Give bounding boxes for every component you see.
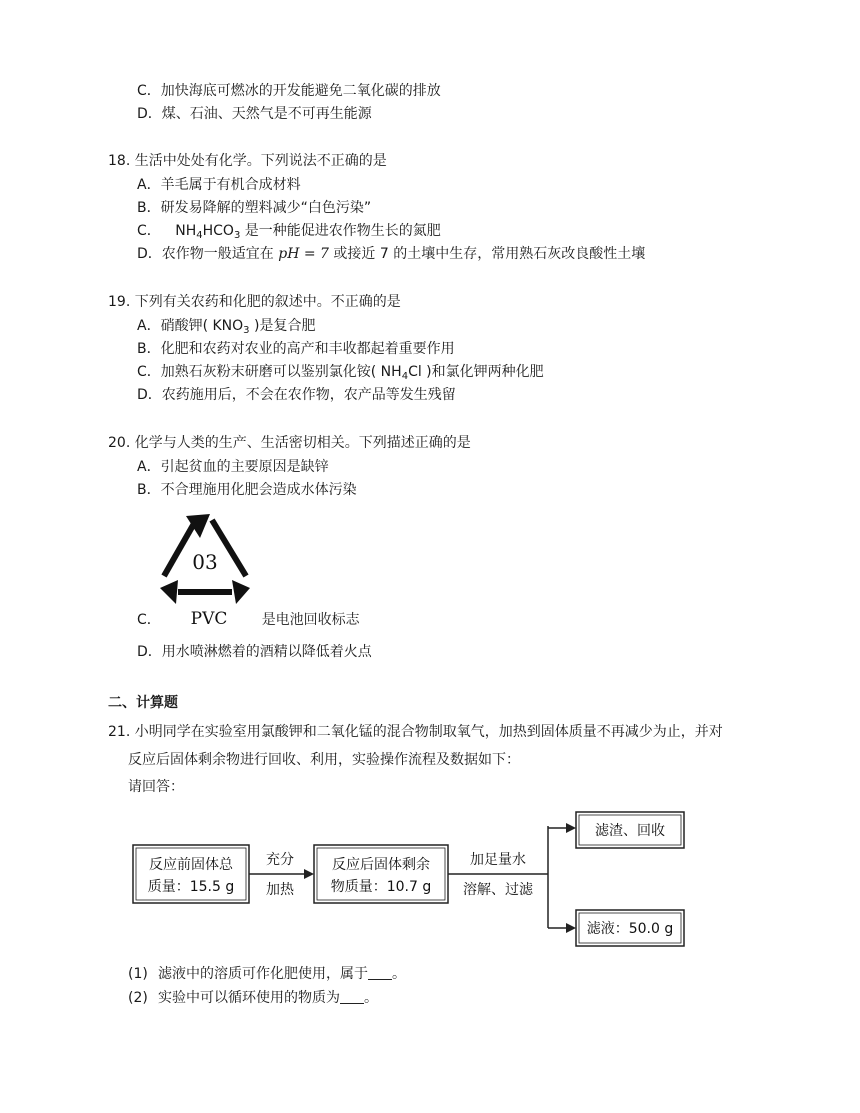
q19-option-b: B．化肥和农药对农业的高产和丰收都起着重要作用 — [137, 341, 455, 357]
q21-sub1-text: 滤液中的溶质可作化肥使用，属于 — [158, 966, 368, 982]
flow-box4-text: 滤液：50.0 g — [586, 921, 674, 937]
q19-option-a-text: A．硝酸钾( KNO — [137, 318, 244, 334]
q17-option-c: C．加快海底可燃冰的开发能避免二氧化碳的排放 — [137, 83, 441, 99]
q21-sub1-end: 。 — [392, 966, 406, 982]
q17-option-d: D．煤、石油、天然气是不可再生能源 — [137, 106, 372, 122]
formula-subscript: 3 — [243, 325, 250, 336]
q18-stem: 18. 生活中处处有化学。下列说法不正确的是 — [108, 153, 387, 169]
q18-option-d-text: D．农作物一般适宜在 — [137, 246, 279, 262]
q21-stem-line2: 反应后固体剩余物进行回收、利用，实验操作流程及数据如下： — [128, 752, 520, 768]
q18-option-d-text: 或接近 7 的土壤中生存，常用熟石灰改良酸性土壤 — [328, 246, 646, 262]
q20-option-c-label: C． — [137, 612, 161, 628]
q20-option-b: B．不合理施用化肥会造成水体污染 — [137, 482, 357, 498]
flow-arrow1-top: 充分 — [266, 852, 294, 868]
flow-box2-line1: 反应后固体剩余 — [332, 857, 430, 873]
q21-sub2 — [128, 988, 378, 1008]
q19-stem: 19. 下列有关农药和化肥的叙述中。不正确的是 — [108, 294, 401, 310]
q18-option-a: A．羊毛属于有机合成材料 — [137, 177, 301, 193]
answer-blank[interactable] — [368, 965, 392, 980]
section-title: 二、计算题 — [108, 695, 178, 711]
q21-sub1-number: (1) — [128, 966, 148, 982]
q20-option-d: D．用水喷淋燃着的酒精以降低着火点 — [137, 644, 372, 660]
q19-option-c-text: Cl )和氯化钾两种化肥 — [408, 364, 544, 380]
flow-box3-text: 滤渣、回收 — [595, 823, 665, 839]
q19-option-c — [137, 362, 544, 382]
q20-option-c — [137, 610, 360, 630]
recycle-number: 03 — [192, 550, 218, 574]
q18-formula — [175, 223, 240, 239]
q19-option-d: D．农药施用后，不会在农作物，农产品等发生残留 — [137, 387, 456, 403]
q18-math-ph: pH = 7 — [278, 246, 329, 262]
q21-sub1 — [128, 964, 406, 984]
flow-diagram — [128, 806, 698, 948]
flow-box2-line2: 物质量：10.7 g — [330, 879, 432, 895]
q21-stem-line1: 21. 小明同学在实验室用氯酸钾和二氧化锰的混合物制取氧气，加热到固体质量不再减少为止，并对 — [108, 724, 723, 740]
q18-option-c — [137, 221, 441, 241]
recycle-code: PVC — [190, 609, 228, 629]
q21-prompt: 请回答： — [128, 779, 184, 795]
q21-sub2-number: (2) — [128, 990, 148, 1006]
q18-option-c-prefix: C． — [137, 223, 161, 239]
q21-sub2-end: 。 — [364, 990, 378, 1006]
q19-option-a-text: )是复合肥 — [249, 318, 316, 334]
answer-blank[interactable] — [340, 989, 364, 1004]
q19-option-c-text: C．加熟石灰粉末研磨可以鉴别氯化铵( NH — [137, 364, 402, 380]
q21-sub2-text: 实验中可以循环使用的物质为 — [158, 990, 340, 1006]
q20-stem: 20. 化学与人类的生产、生活密切相关。下列描述正确的是 — [108, 435, 471, 451]
flow-arrow1-bottom: 加热 — [266, 882, 294, 898]
formula-subscript: 4 — [401, 371, 409, 382]
flow-arrow2-top: 加足量水 — [470, 852, 526, 868]
flow-box1-line2: 质量：15.5 g — [147, 879, 235, 895]
q18-option-d — [137, 244, 645, 264]
flow-arrow2-bottom: 溶解、过滤 — [463, 882, 533, 898]
formula-subscript: 4 — [196, 230, 203, 241]
q18-option-c-text: 是一种能促进农作物生长的氮肥 — [240, 223, 441, 239]
formula-part: HCO — [202, 223, 234, 239]
q20-option-a: A．引起贫血的主要原因是缺锌 — [137, 459, 329, 475]
q20-option-c-text: 是电池回收标志 — [261, 612, 360, 628]
q19-option-a — [137, 316, 315, 336]
flow-box1-line1: 反应前固体总 — [149, 857, 233, 873]
q18-option-b: B．研发易降解的塑料减少“白色污染” — [137, 200, 372, 216]
formula-subscript: 3 — [233, 230, 241, 241]
formula-part: NH — [175, 223, 197, 239]
